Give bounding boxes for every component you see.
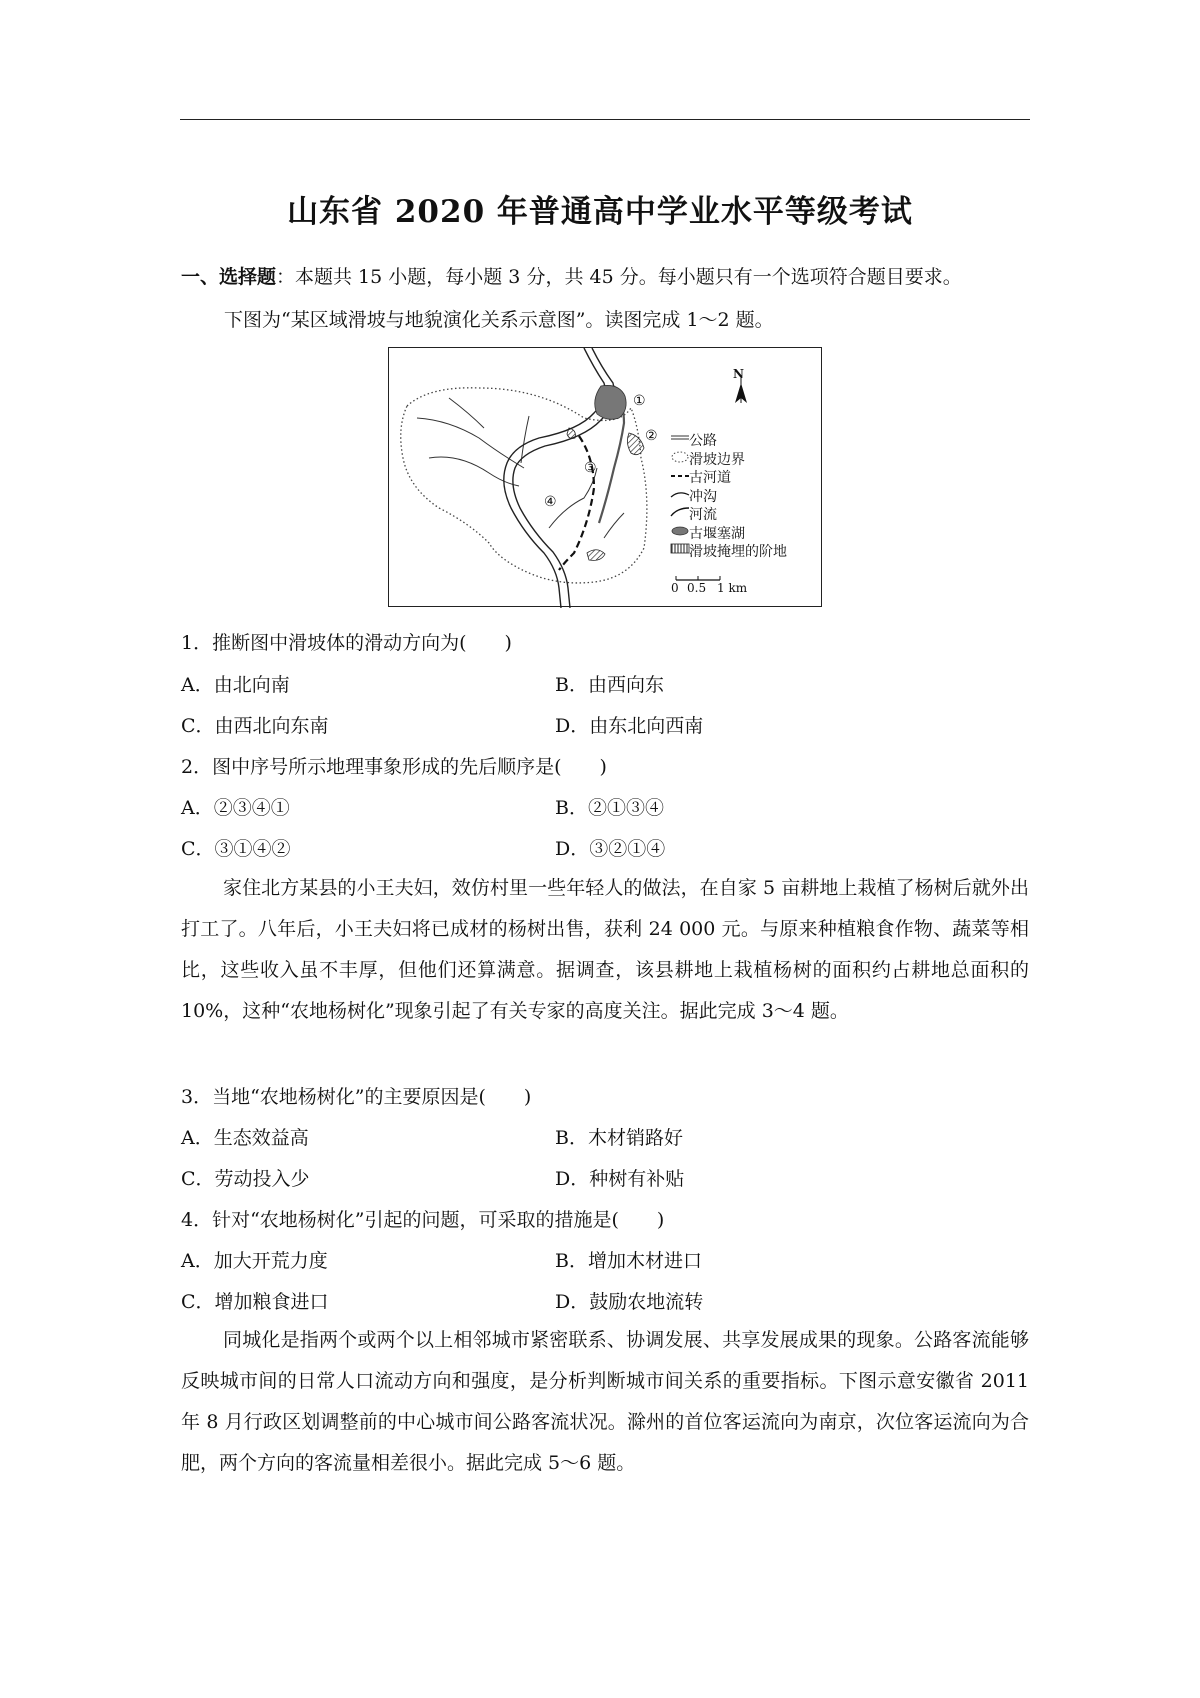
ancient-dammed-lake bbox=[595, 385, 626, 419]
question-1-option-d: D．由东北向西南 bbox=[555, 715, 704, 737]
scale-tick-0: 0 bbox=[671, 581, 679, 595]
question-3-option-d: D．种树有补贴 bbox=[555, 1168, 685, 1190]
header-rule bbox=[180, 119, 1030, 120]
section-instruction-text: ：本题共 15 小题，每小题 3 分，共 45 分。每小题只有一个选项符合题目要求。 bbox=[276, 266, 962, 288]
buried-terrace bbox=[587, 550, 605, 561]
landslide-map-figure bbox=[388, 347, 822, 607]
question-3-option-a: A．生态效益高 bbox=[181, 1127, 309, 1149]
passage-questions-3-4: 家住北方某县的小王夫妇，效仿村里一些年轻人的做法，在自家 5 亩耕地上栽植了杨树后就外出打工了。八年后，小王夫妇将已成材的杨树出售，获利 24 000 元。与原来种植粮食作物、蔬菜等相比，这些收入虽不丰厚，但他们还算满意。据调查，该县耕地上栽植杨树的面积约占耕地总面积的 10%，这种“农地杨树化”现象引起了有关专家的高度关注。据此完成 3～4 题。 bbox=[181, 877, 1029, 1022]
map-marker-4: ④ bbox=[544, 494, 557, 510]
question-1-option-c: C．由西北向东南 bbox=[181, 715, 329, 737]
legend-item: 公路 bbox=[689, 433, 717, 449]
passage-questions-5-6: 同城化是指两个或两个以上相邻城市紧密联系、协调发展、共享发展成果的现象。公路客流能够反映城市间的日常人口流动方向和强度，是分析判断城市间关系的重要指标。下图示意安徽省 2011 年 8 月行政区划调整前的中心城市间公路客流状况。滁州的首位客运流向为南京，次位客运流向为合肥，两个方向的客流量相差很小。据此完成 5～6 题。 bbox=[181, 1329, 1029, 1474]
map-marker-3: ③ bbox=[584, 460, 597, 476]
ancient-river-channel bbox=[559, 436, 594, 570]
north-label: N bbox=[733, 367, 744, 381]
gully-line bbox=[429, 457, 519, 486]
river bbox=[513, 348, 614, 608]
buried-terrace bbox=[627, 433, 644, 455]
buried-terrace bbox=[567, 428, 575, 439]
scale-tick-1km: 1 km bbox=[717, 581, 748, 595]
question-2-option-a: A．②③④① bbox=[181, 797, 290, 819]
question-3-stem: 3．当地“农地杨树化”的主要原因是( ) bbox=[181, 1086, 532, 1108]
question-4-option-d: D．鼓励农地流转 bbox=[555, 1291, 704, 1313]
question-2-option-b: B．②①③④ bbox=[555, 797, 664, 819]
question-2-stem: 2．图中序号所示地理事象形成的先后顺序是( ) bbox=[181, 756, 607, 778]
question-4-option-a: A．加大开荒力度 bbox=[181, 1250, 328, 1272]
section-heading: 一、选择题 bbox=[181, 266, 277, 288]
question-2-option-d: D．③②①④ bbox=[555, 838, 666, 860]
gully-line bbox=[604, 513, 624, 538]
map-marker-2: ② bbox=[645, 428, 658, 444]
question-4-stem: 4．针对“农地杨树化”引起的问题，可采取的措施是( ) bbox=[181, 1209, 665, 1231]
legend-item: 河流 bbox=[689, 507, 717, 523]
legend-item: 冲沟 bbox=[689, 488, 717, 505]
map-legend bbox=[667, 432, 787, 562]
question-2-option-c: C．③①④② bbox=[181, 838, 291, 860]
question-4-option-b: B．增加木材进口 bbox=[555, 1250, 702, 1272]
question-4-option-c: C．增加粮食进口 bbox=[181, 1291, 329, 1313]
section-instruction bbox=[181, 262, 962, 289]
gully-line bbox=[449, 398, 484, 428]
river bbox=[504, 348, 605, 608]
legend-item: 古河道 bbox=[689, 470, 731, 486]
legend-item: 古堰塞湖 bbox=[689, 525, 745, 542]
legend-item: 滑坡掩埋的阶地 bbox=[689, 544, 787, 560]
map-marker-1: ① bbox=[633, 393, 646, 409]
scale-tick-half: 0.5 bbox=[687, 581, 707, 595]
intro-questions-1-2: 下图为“某区域滑坡与地貌演化关系示意图”。读图完成 1～2 题。 bbox=[224, 309, 774, 331]
question-3-option-c: C．劳动投入少 bbox=[181, 1168, 310, 1190]
legend-item: 滑坡边界 bbox=[689, 451, 745, 468]
question-1-option-b: B．由西向东 bbox=[555, 674, 664, 696]
question-1-option-a: A．由北向南 bbox=[181, 674, 290, 696]
question-3-option-b: B．木材销路好 bbox=[555, 1127, 683, 1149]
page-title: 山东省 2020 年普通高中学业水平等级考试 bbox=[287, 194, 913, 230]
question-1-stem: 1．推断图中滑坡体的滑动方向为( ) bbox=[181, 632, 512, 654]
